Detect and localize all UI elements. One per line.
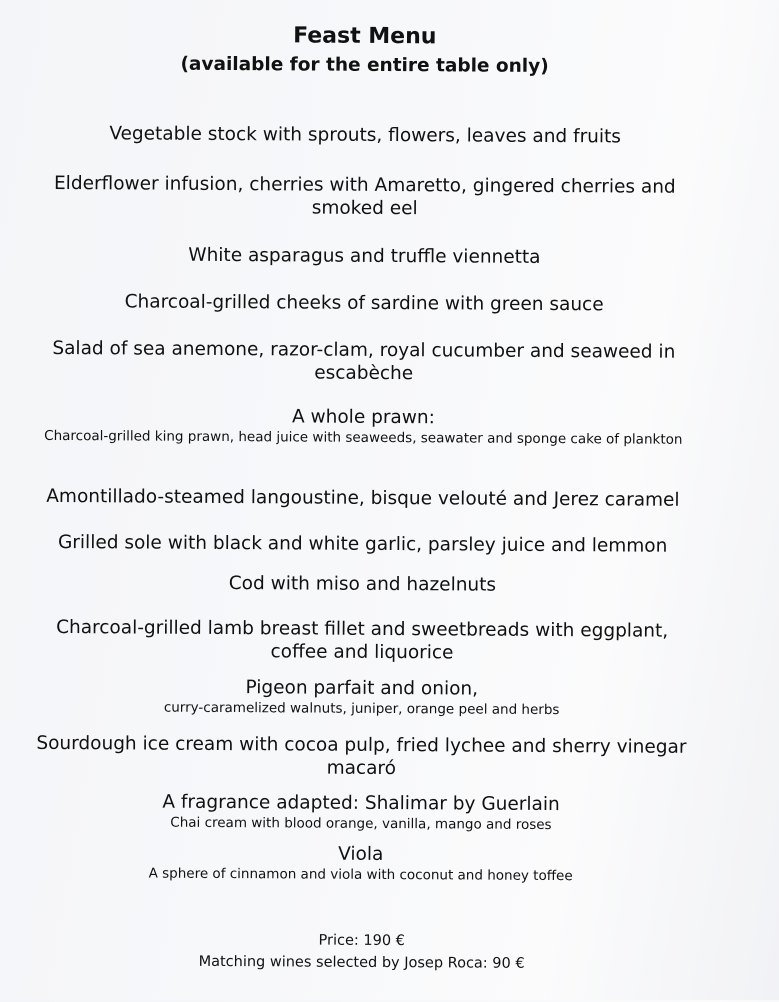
course-item [26, 571, 698, 598]
course-name: Charcoal-grilled lamb breast fillet and sweetbreads with eggplant, coffee and liquorice [56, 616, 669, 664]
course-item [26, 675, 698, 720]
course-name: Cod with miso and hazelnuts [228, 573, 497, 596]
course-item [27, 531, 699, 558]
course-name: A fragrance adapted: Shalimar by Guerlain [162, 791, 560, 816]
course-name: Elderflower infusion, cherries with Amaretto, gingered cherries and smoked eel [53, 172, 676, 220]
course-item [25, 790, 697, 835]
course-item [26, 616, 698, 666]
course-name: Grilled sole with black and white garlic, parsley juice and lemmon [57, 531, 668, 557]
course-item [28, 337, 700, 387]
course-item [27, 485, 699, 512]
course-name: White asparagus and truffle viennetta [188, 244, 541, 268]
menu-title: Feast Menu [293, 23, 437, 50]
course-name: Sourdough ice cream with cocoa pulp, fried lychee and sherry vinegar macaró [36, 732, 687, 780]
course-name: Amontillado-steamed langoustine, bisque velouté and Jerez caramel [46, 485, 680, 511]
course-name: Pigeon parfait and onion, [245, 677, 479, 700]
course-description: curry-caramelized walnuts, juniper, orange peel and herbs [163, 699, 560, 719]
course-item [27, 404, 699, 449]
course-item [28, 243, 700, 270]
course-name: Viola [338, 843, 384, 865]
course-item [29, 122, 701, 149]
course-description: Chai cream with blood orange, vanilla, mango and roses [170, 814, 552, 834]
menu-subtitle: (available for the entire table only) [180, 53, 549, 77]
course-item [28, 290, 700, 317]
course-description: Charcoal-grilled king prawn, head juice with seaweeds, seawater and sponge cake of plankton [44, 427, 683, 448]
course-item [25, 732, 697, 782]
menu-price: Price: 190 € [318, 932, 405, 950]
course-name: Vegetable stock with sprouts, flowers, leaves and fruits [109, 123, 622, 148]
course-name: Salad of sea anemone, razor-clam, royal cucumber and seaweed in escabèche [52, 337, 676, 385]
course-description: A sphere of cinnamon and viola with coconut and honey toffee [148, 865, 573, 885]
wine-pairing-price: Matching wines selected by Josep Roca: 90 € [198, 953, 525, 972]
course-item [25, 841, 697, 886]
course-item [29, 172, 701, 222]
course-name: Charcoal-grilled cheeks of sardine with green sauce [124, 291, 604, 316]
course-name: A whole prawn: [291, 406, 435, 429]
